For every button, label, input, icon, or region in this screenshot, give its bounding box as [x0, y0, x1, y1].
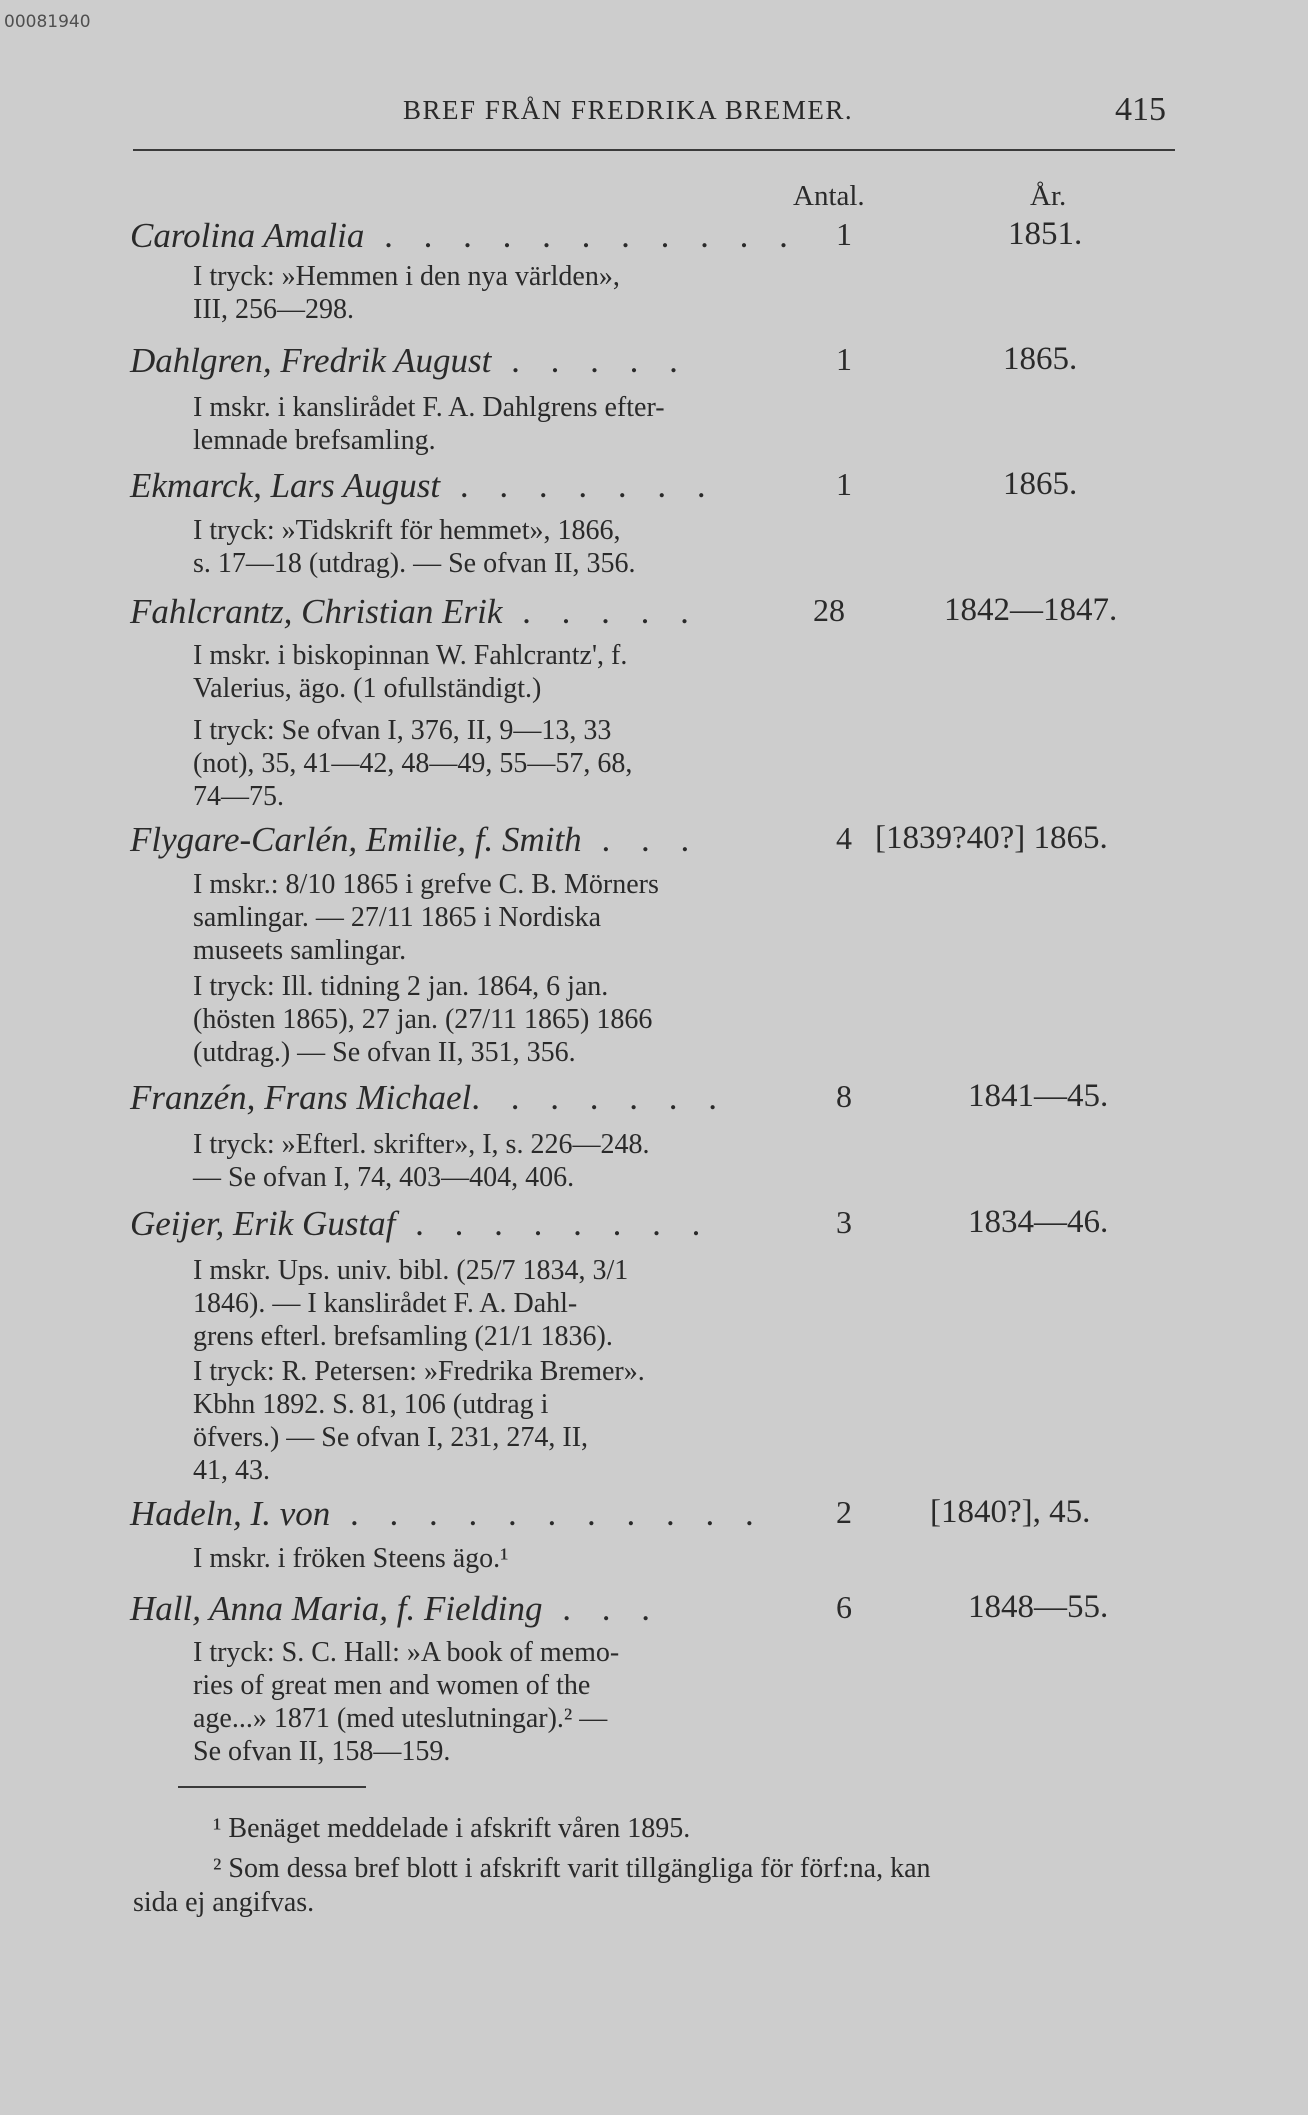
column-header-year: År.	[1030, 180, 1067, 212]
leader-dots: . . . . .	[502, 592, 700, 631]
leader-dots: . . .	[542, 1589, 662, 1628]
entry-note: I tryck: »Tidskrift för hemmet», 1866, s. 17—18 (utdrag). — Se ofvan II, 356.	[193, 515, 636, 579]
entry-years: 1841—45.	[968, 1078, 1109, 1114]
page-number: 415	[1115, 91, 1166, 128]
entry-name: Fahlcrantz, Christian Erik . . . . .	[130, 592, 700, 631]
entry-note: I mskr. Ups. univ. bibl. (25/7 1834, 3/1 1846). — I kanslirådet F. A. Dahl- grens efterl. brefsamling (21/1 1836).	[193, 1255, 629, 1352]
entry-note: I tryck: S. C. Hall: »A book of memo- ries of great men and women of the age...» 1871 (med uteslutningar).² — Se ofvan II, 158—159.	[193, 1637, 620, 1767]
entry-count: 3	[836, 1204, 852, 1240]
entry-years: 1851.	[1008, 216, 1083, 252]
entry-count: 6	[836, 1589, 852, 1625]
scan-id: 00081940	[4, 12, 91, 32]
entry-count: 8	[836, 1078, 852, 1114]
leader-dots: . . . . . . .	[440, 466, 717, 505]
entry-note: I tryck: »Hemmen i den nya världen», III, 256—298.	[193, 261, 620, 325]
entry-name: Franzén, Frans Michael. . . . . . .	[130, 1078, 728, 1117]
entry-name: Flygare-Carlén, Emilie, f. Smith . . .	[130, 820, 701, 859]
entry-years: 1842—1847.	[944, 592, 1118, 628]
entry-name: Dahlgren, Fredrik August . . . . .	[130, 341, 689, 380]
footnote-2: ² Som dessa bref blott i afskrift varit tillgängliga för förf:na, kan sida ej angifvas.	[133, 1853, 931, 1918]
entry-count: 1	[836, 466, 852, 502]
leader-dots: . . . . . . . .	[395, 1204, 712, 1243]
entry-name: Hall, Anna Maria, f. Fielding . . .	[130, 1589, 662, 1628]
entry-note: I mskr. i kanslirådet F. A. Dahlgrens efter- lemnade brefsamling.	[193, 392, 665, 456]
footnote-rule	[178, 1786, 366, 1788]
header-rule	[133, 149, 1175, 151]
entry-years: 1865.	[1003, 341, 1078, 377]
entry-count: 1	[836, 341, 852, 377]
entry-name: Ekmarck, Lars August . . . . . . .	[130, 466, 717, 505]
leader-dots: . . . . .	[491, 341, 689, 380]
leader-dots: . . .	[581, 820, 701, 859]
entry-count: 2	[836, 1494, 852, 1530]
running-title: BREF FRÅN FREDRIKA BREMER.	[403, 95, 854, 125]
entry-name: Hadeln, I. von . . . . . . . . . . .	[130, 1494, 765, 1533]
entry-note: I tryck: »Efterl. skrifter», I, s. 226—248. — Se ofvan I, 74, 403—404, 406.	[193, 1129, 650, 1193]
entry-name: Geijer, Erik Gustaf . . . . . . . .	[130, 1204, 712, 1243]
leader-dots: . . . . . . . . . . .	[330, 1494, 765, 1533]
entry-note: I mskr. i biskopinnan W. Fahlcrantz', f. Valerius, ägo. (1 ofullständigt.)	[193, 640, 628, 704]
entry-note: I mskr.: 8/10 1865 i grefve C. B. Mörners samlingar. — 27/11 1865 i Nordiska museets samlingar.	[193, 869, 659, 966]
entry-note: I tryck: Se ofvan I, 376, II, 9—13, 33 (not), 35, 41—42, 48—49, 55—57, 68, 74—75.	[193, 715, 633, 812]
leader-dots: . . . . . . .	[471, 1078, 728, 1117]
entry-note: I tryck: R. Petersen: »Fredrika Bremer». Kbhn 1892. S. 81, 106 (utdrag i öfvers.) — Se ofvan I, 231, 274, II, 41, 43.	[193, 1356, 645, 1486]
entry-note: I mskr. i fröken Steens ägo.¹	[193, 1543, 509, 1574]
entry-note: I tryck: Ill. tidning 2 jan. 1864, 6 jan. (hösten 1865), 27 jan. (27/11 1865) 1866 (utdrag.) — Se ofvan II, 351, 356.	[193, 971, 653, 1068]
entry-years: [1839?40?] 1865.	[875, 820, 1108, 856]
entry-name: Carolina Amalia . . . . . . . . . . .	[130, 216, 799, 255]
entry-count: 28	[813, 592, 845, 628]
leader-dots: . . . . . . . . . . .	[364, 216, 799, 255]
entry-count: 1	[836, 216, 852, 252]
footnote-1: ¹ Benäget meddelade i afskrift våren 1895.	[213, 1813, 691, 1844]
entry-count: 4	[836, 820, 852, 856]
entry-years: 1848—55.	[968, 1589, 1109, 1625]
entry-years: [1840?], 45.	[930, 1494, 1091, 1530]
entry-years: 1834—46.	[968, 1204, 1109, 1240]
column-header-count: Antal.	[793, 180, 865, 212]
entry-years: 1865.	[1003, 466, 1078, 502]
